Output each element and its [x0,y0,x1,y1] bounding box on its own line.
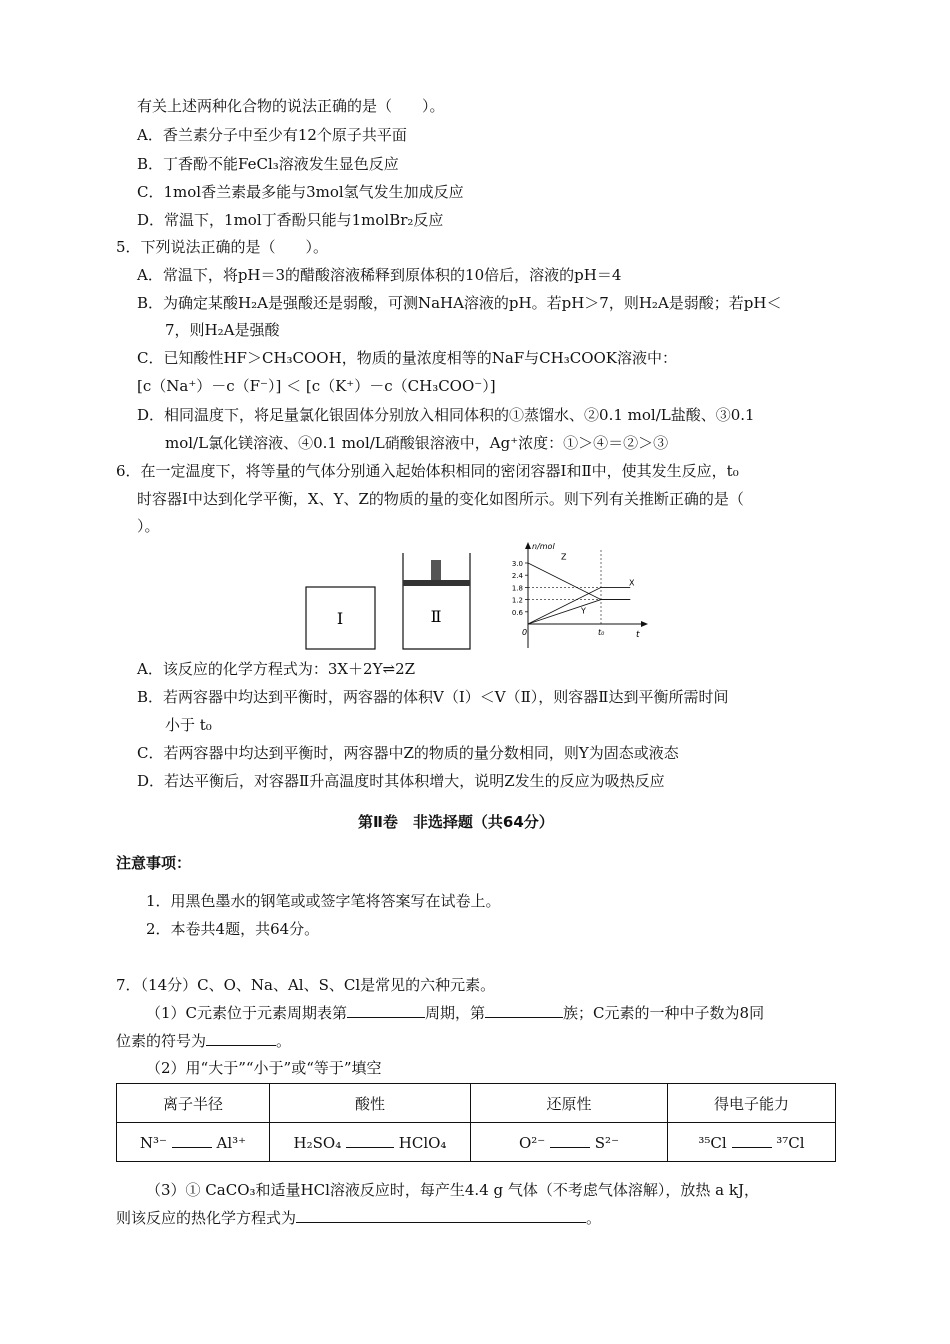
cell-reducibility [471,1123,668,1162]
species-o2: O²⁻ [518,1133,546,1152]
q7-part3-text-b: 则该反应的热化学方程式为 [116,1209,297,1227]
cell-ionic-radius [117,1123,270,1162]
notice-title: 注意事项： [116,854,192,872]
y-axis-label: n/mol [532,542,555,551]
part2-title: 第Ⅱ卷 非选择题（共64分） [358,813,554,831]
header-ionic-radius: 离子半径 [117,1084,270,1123]
y-tick-label: 1.2 [511,596,523,605]
q5-stem: 5．下列说法正确的是（ ）。 [116,238,329,256]
q4-stem: 有关上述两种化合物的说法正确的是（ ）。 [137,97,445,115]
q6-option-c: C．若两容器中均达到平衡时，两容器中Z的物质的量分数相同，则Y为固态或液态 [137,744,679,762]
q4-option-b: B．丁香酚不能FeCl₃溶液发生显色反应 [137,155,399,173]
series-line-z [528,563,630,600]
q5-option-a: A．常温下，将pH＝3的醋酸溶液稀释到原体积的10倍后，溶液的pH＝4 [137,266,622,284]
species-cl37: ³⁷Cl [776,1133,805,1152]
cell-electron-affinity [668,1123,836,1162]
answer-blank-group[interactable] [485,1003,563,1018]
q6-option-b-line2: 小于 t₀ [165,716,212,734]
q5-option-c-line2: [c（Na⁺）－c（F⁻）] ＜ [c（K⁺）－c（CH₃COO⁻）] [137,377,496,395]
answer-blank-electron[interactable] [732,1133,772,1148]
q7-part3-line1: （3）① CaCO₃和适量HCl溶液反应时，每产生4.4 g 气体（不考虑气体溶解），放热 a kJ， [146,1181,759,1199]
table-row [117,1123,836,1162]
series-line-y [528,600,630,624]
x-tick-label-t0: t₀ [598,628,605,637]
q7-part1-line2 [116,1031,291,1051]
header-electron-affinity: 得电子能力 [668,1084,836,1123]
answer-blank-acidity[interactable] [346,1133,394,1148]
header-reducibility: 还原性 [471,1084,668,1123]
series-label-z: Z [561,552,567,562]
y-axis-arrow [525,542,531,549]
x-axis-arrow [641,621,648,627]
container-2-piston [403,580,470,586]
y-tick-label: 1.8 [511,584,523,593]
q7-part1-text-e: 。 [276,1032,292,1050]
origin-label: 0 [522,628,528,637]
q6-option-d: D．若达平衡后，对容器Ⅱ升高温度时其体积增大，说明Z发生的反应为吸热反应 [137,772,665,790]
q7-part3-text-c: 。 [586,1209,602,1227]
q4-option-c: C．1mol香兰素最多能与3mol氢气发生加成反应 [137,183,464,201]
answer-blank-radius[interactable] [172,1133,212,1148]
q5-option-d-line2: mol/L氯化镁溶液、④0.1 mol/L硝酸银溶液中，Ag⁺浓度：①＞④＝②＞③ [165,434,669,452]
species-n3: N³⁻ [139,1133,167,1152]
species-cl35: ³⁵Cl [698,1133,727,1152]
q5-option-c-line1: C．已知酸性HF＞CH₃COOH，物质的量浓度相等的NaF与CH₃COOK溶液中： [137,349,678,367]
species-s2: S²⁻ [594,1133,619,1152]
species-al3: Al³⁺ [216,1133,247,1152]
q6-stem-line1: 6．在一定温度下，将等量的气体分别通入起始体积相同的密闭容器Ⅰ和Ⅱ中，使其发生反应，t₀ [116,462,739,480]
q7-part1-text-c: 族；C元素的一种中子数为8同 [563,1004,765,1022]
series-label-x: X [629,578,635,588]
q5-option-b-line1: B．为确定某酸H₂A是强酸还是弱酸，可测NaHA溶液的pH。若pH＞7，则H₂A是弱酸；若pH＜ [137,294,782,312]
q4-option-d: D．常温下，1mol丁香酚只能与1molBr₂反应 [137,211,444,229]
containers-figure [300,548,480,653]
comparison-table [116,1083,836,1162]
q7-part1-text-b: 周期，第 [425,1004,486,1022]
answer-blank-period[interactable] [347,1003,425,1018]
n-vs-t-chart [505,540,655,655]
q6-stem-line2: 时容器Ⅰ中达到化学平衡，X、Y、Z的物质的量的变化如图所示。则下列有关推断正确的是（ [137,490,744,508]
series-label-y: Y [581,606,586,616]
q4-option-a: A．香兰素分子中至少有12个原子共平面 [137,126,407,144]
species-h2so4: H₂SO₄ [293,1133,342,1152]
answer-blank-reducibility[interactable] [550,1133,590,1148]
q6-option-a: A．该反应的化学方程式为：3X＋2Y⇌2Z [137,660,416,678]
container-2-label: Ⅱ [430,607,442,626]
cell-acidity [270,1123,471,1162]
q7-part1-line1 [146,1003,764,1023]
notice-item-2: 2．本卷共4题，共64分。 [146,920,320,938]
table-header-row [117,1084,836,1123]
notice-item-1: 1．用黑色墨水的钢笔或或签字笔将答案写在试卷上。 [146,892,501,910]
y-tick-label: 0.6 [511,608,523,617]
y-tick-label: 3.0 [511,560,523,568]
header-acidity: 酸性 [270,1084,471,1123]
species-hclo4: HClO₄ [398,1133,447,1152]
answer-blank-equation[interactable] [296,1208,586,1223]
container-1-label: Ⅰ [336,609,344,628]
q6-option-b-line1: B．若两容器中均达到平衡时，两容器的体积V（Ⅰ）＜V（Ⅱ），则容器Ⅱ达到平衡所需时间 [137,688,729,706]
q6-stem-line3: ）。 [137,517,160,535]
q5-option-b-line2: 7，则H₂A是强酸 [165,321,280,339]
q7-part1-text-d: 位素的符号为 [116,1032,207,1050]
answer-blank-symbol[interactable] [206,1031,276,1046]
q7-part2-instruction: （2）用“大于”“小于”或“等于”填空 [146,1059,382,1077]
y-tick-label: 2.4 [511,572,523,581]
q5-option-d-line1: D．相同温度下，将足量氯化银固体分别放入相同体积的①蒸馏水、②0.1 mol/L盐酸、③0.1 [137,406,755,424]
q7-part3-line2 [116,1208,601,1228]
q7-stem: 7．（14分）C、O、Na、Al、S、Cl是常见的六种元素。 [116,976,496,994]
container-2-piston-rod [431,560,441,580]
q7-part1-text-a: （1）C元素位于元素周期表第 [146,1004,348,1022]
x-axis-label: t [636,630,640,640]
